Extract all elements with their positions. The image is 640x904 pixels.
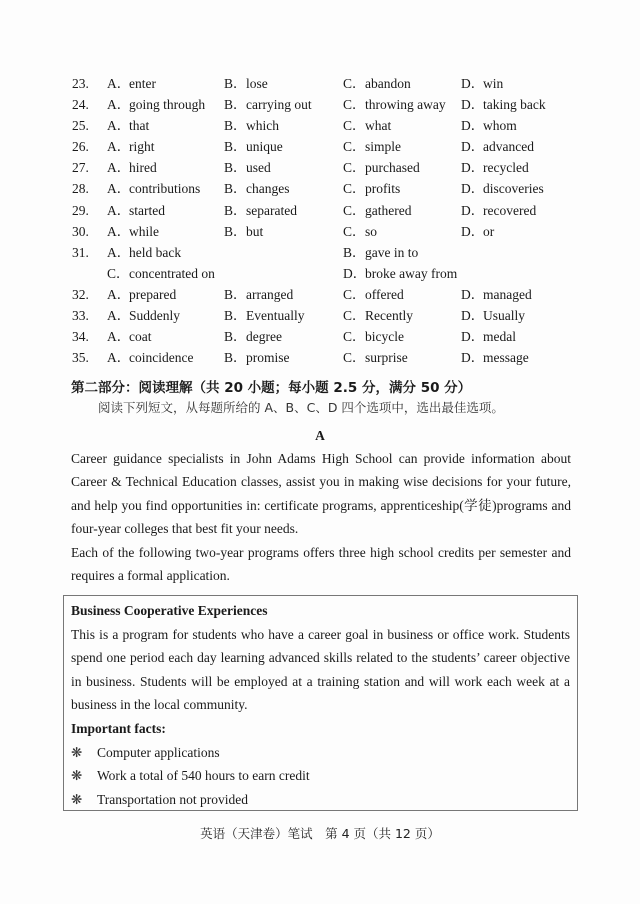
option-text: degree — [246, 329, 282, 345]
option-letter: D． — [461, 286, 485, 302]
question-number: 31. — [72, 244, 89, 260]
option-letter: B． — [224, 329, 247, 345]
question-number: 34. — [72, 329, 89, 345]
option-letter: D． — [461, 329, 485, 345]
option — [107, 200, 165, 221]
option — [107, 242, 181, 263]
question-row — [0, 284, 640, 305]
option-text: offered — [365, 286, 404, 302]
option-text: bicycle — [365, 329, 404, 345]
option-letter: A． — [107, 118, 131, 134]
option-letter: B． — [224, 223, 247, 239]
option — [343, 242, 418, 263]
question-number: 24. — [72, 97, 89, 113]
option — [343, 263, 457, 284]
option-letter: A． — [107, 329, 131, 345]
option-letter: B． — [224, 350, 247, 366]
question-number: 23. — [72, 76, 89, 91]
option-text: but — [246, 223, 264, 239]
option — [107, 326, 152, 347]
option — [461, 305, 525, 326]
option-text: unique — [246, 139, 283, 155]
option — [224, 157, 271, 178]
option-text: purchased — [365, 160, 420, 176]
option-letter: A． — [107, 181, 131, 197]
option — [107, 178, 200, 199]
fact-text: Computer applications — [97, 744, 220, 760]
option-letter: A． — [107, 223, 131, 239]
program-heading: Business Cooperative Experiences — [71, 603, 268, 618]
question-number: 30. — [72, 223, 89, 239]
option-text: right — [129, 139, 155, 155]
bullet-icon: ❋ — [71, 744, 83, 760]
question-row — [0, 242, 640, 263]
option-letter: C． — [343, 350, 366, 366]
option-text: what — [365, 118, 392, 134]
option-text: throwing away — [365, 97, 446, 113]
option-letter: D． — [461, 308, 485, 324]
option-letter: C． — [343, 329, 366, 345]
option-letter: C． — [343, 286, 366, 302]
option-text: simple — [365, 139, 401, 155]
question-row — [0, 326, 640, 347]
option-text: profits — [365, 181, 401, 197]
option-text: recovered — [483, 202, 537, 218]
option — [224, 305, 304, 326]
program-description: This is a program for students who have a career goal in business or office work. Students spend one period each day learning advanced skills related to the students’ career objective in business. Students will be employed at a training station and will work each week at a business in the local community. — [71, 626, 570, 713]
option-letter: D． — [461, 160, 485, 176]
option — [343, 157, 420, 178]
question-number: 35. — [72, 350, 89, 366]
option-text: Recently — [365, 308, 413, 324]
option-letter: C． — [343, 118, 366, 134]
option — [224, 326, 282, 347]
option-letter: A． — [107, 76, 131, 91]
option-letter: C． — [343, 160, 366, 176]
program-box — [63, 595, 578, 811]
option — [461, 221, 494, 242]
option-letter: D． — [461, 139, 485, 155]
option — [343, 200, 411, 221]
option — [343, 94, 446, 115]
option — [224, 73, 268, 94]
question-number: 28. — [72, 181, 89, 197]
option-letter: A． — [107, 160, 131, 176]
option-text: contributions — [129, 181, 201, 197]
option — [107, 263, 215, 284]
facts-heading: Important facts: — [71, 720, 166, 736]
fact-item — [71, 741, 570, 765]
passage-paragraph-2: Each of the following two-year programs offers three high school credits per semester and requires a formal application. — [71, 545, 571, 584]
option-letter: A． — [107, 244, 131, 260]
question-number: 29. — [72, 202, 89, 218]
option-letter: B． — [224, 118, 247, 134]
option-letter: A． — [107, 286, 131, 302]
option-text: carrying out — [246, 97, 312, 113]
option-text: managed — [483, 286, 532, 302]
question-row — [0, 115, 640, 136]
option — [107, 347, 193, 368]
option — [107, 94, 205, 115]
question-number: 26. — [72, 139, 89, 155]
option — [224, 115, 279, 136]
option-text: concentrated on — [129, 265, 215, 281]
option — [224, 200, 297, 221]
question-row — [0, 221, 640, 242]
question-row — [0, 305, 640, 326]
option-letter: A． — [107, 202, 131, 218]
option-text: which — [246, 118, 279, 134]
option-letter: D． — [461, 350, 485, 366]
option — [224, 178, 289, 199]
option-letter: A． — [107, 139, 131, 155]
option-text: taking back — [483, 97, 546, 113]
option-text: win — [483, 76, 504, 91]
section-title: 第二部分：阅读理解（共 20 小题；每小题 2.5 分，满分 50 分） — [71, 380, 472, 396]
option-text: surprise — [365, 350, 408, 366]
option — [343, 221, 377, 242]
cloze-options-list — [0, 73, 640, 368]
option-letter: B． — [224, 160, 247, 176]
option-text: changes — [246, 181, 290, 197]
option — [461, 115, 517, 136]
option-letter: B． — [224, 97, 247, 113]
passage-label: A — [315, 428, 325, 443]
option-text: held back — [129, 244, 182, 260]
option-text: lose — [246, 76, 268, 91]
option — [224, 221, 263, 242]
option — [107, 221, 159, 242]
option-text: separated — [246, 202, 297, 218]
option-text: so — [365, 223, 378, 239]
option-text: started — [129, 202, 165, 218]
question-row-continued — [0, 263, 640, 284]
option-letter: D． — [461, 202, 485, 218]
option-text: while — [129, 223, 159, 239]
option-text: recycled — [483, 160, 529, 176]
option-text: or — [483, 223, 495, 239]
option-letter: D． — [343, 265, 367, 281]
option-letter: A． — [107, 97, 131, 113]
option — [461, 284, 532, 305]
option-letter: A． — [107, 308, 131, 324]
option — [107, 73, 156, 94]
option — [107, 157, 157, 178]
option-text: abandon — [365, 76, 411, 91]
option-text: medal — [483, 329, 516, 345]
option — [461, 178, 544, 199]
option-text: Eventually — [246, 308, 305, 324]
option-text: Usually — [483, 308, 525, 324]
option-letter: D． — [461, 223, 485, 239]
option — [461, 136, 534, 157]
option-letter: B． — [224, 76, 247, 91]
option — [343, 284, 404, 305]
fact-item — [71, 788, 570, 812]
option-letter: D． — [461, 118, 485, 134]
question-row — [0, 136, 640, 157]
option — [461, 347, 529, 368]
option — [107, 115, 149, 136]
option-letter: C． — [343, 181, 366, 197]
option-text: that — [129, 118, 150, 134]
option-letter: C． — [343, 202, 366, 218]
option — [224, 136, 283, 157]
option-letter: C． — [343, 223, 366, 239]
question-row — [0, 157, 640, 178]
option — [224, 94, 312, 115]
option-text: gathered — [365, 202, 412, 218]
fact-item — [71, 764, 570, 788]
fact-text: Work a total of 540 hours to earn credit — [97, 768, 310, 784]
option-text: used — [246, 160, 271, 176]
option-text: gave in to — [365, 244, 419, 260]
option — [343, 326, 404, 347]
question-number: 33. — [72, 308, 89, 324]
option — [343, 178, 400, 199]
option-letter: C． — [343, 76, 366, 91]
option-text: going through — [129, 97, 206, 113]
option — [224, 347, 290, 368]
option-text: enter — [129, 76, 156, 91]
fact-text: Transportation not provided — [97, 791, 248, 807]
option-letter: D． — [461, 181, 485, 197]
option-text: Suddenly — [129, 308, 181, 324]
option-text: broke away from — [365, 265, 458, 281]
option-letter: B． — [224, 139, 247, 155]
option — [343, 115, 391, 136]
option-letter: B． — [224, 286, 247, 302]
option-text: discoveries — [483, 181, 544, 197]
option — [343, 347, 408, 368]
option-letter: C． — [343, 308, 366, 324]
option — [107, 284, 176, 305]
option-text: coincidence — [129, 350, 194, 366]
option-text: message — [483, 350, 529, 366]
section-instruction: 阅读下列短文，从每题所给的 A、B、C、D 四个选项中，选出最佳选项。 — [98, 400, 504, 415]
question-number: 27. — [72, 160, 89, 176]
option-letter: C． — [107, 265, 130, 281]
option-letter: D． — [461, 97, 485, 113]
question-number: 25. — [72, 118, 89, 134]
page-footer: 英语（天津卷）笔试 第 4 页（共 12 页） — [200, 826, 440, 841]
bullet-icon: ❋ — [71, 768, 83, 784]
option — [224, 284, 293, 305]
option — [461, 73, 503, 94]
option — [461, 94, 546, 115]
option-letter: B． — [224, 202, 247, 218]
question-row — [0, 178, 640, 199]
option-text: coat — [129, 329, 152, 345]
option-text: advanced — [483, 139, 534, 155]
option-letter: C． — [343, 139, 366, 155]
question-row — [0, 94, 640, 115]
question-number: 32. — [72, 286, 89, 302]
option-text: hired — [129, 160, 157, 176]
passage-paragraph-1: Career guidance specialists in John Adams High School can provide information about Career & Technical Education classes, assist you in making wise decisions for your future, and help you find opportunities in: certificate programs, apprenticeship(学徒)programs and four-year colleges that best fit your needs. — [71, 451, 571, 537]
option-text: promise — [246, 350, 290, 366]
question-row — [0, 73, 640, 94]
option — [107, 305, 180, 326]
option — [461, 200, 536, 221]
option — [343, 73, 411, 94]
option-letter: B． — [343, 244, 366, 260]
question-row — [0, 347, 640, 368]
option — [461, 326, 516, 347]
option-letter: C． — [343, 97, 366, 113]
question-row — [0, 200, 640, 221]
option-letter: B． — [224, 181, 247, 197]
option-letter: B． — [224, 308, 247, 324]
bullet-icon: ❋ — [71, 791, 83, 807]
option-text: arranged — [246, 286, 294, 302]
option-text: prepared — [129, 286, 177, 302]
option — [107, 136, 155, 157]
option — [461, 157, 529, 178]
option-text: whom — [483, 118, 517, 134]
option-letter: A． — [107, 350, 131, 366]
option-letter: D． — [461, 76, 485, 91]
option — [343, 136, 401, 157]
option — [343, 305, 413, 326]
